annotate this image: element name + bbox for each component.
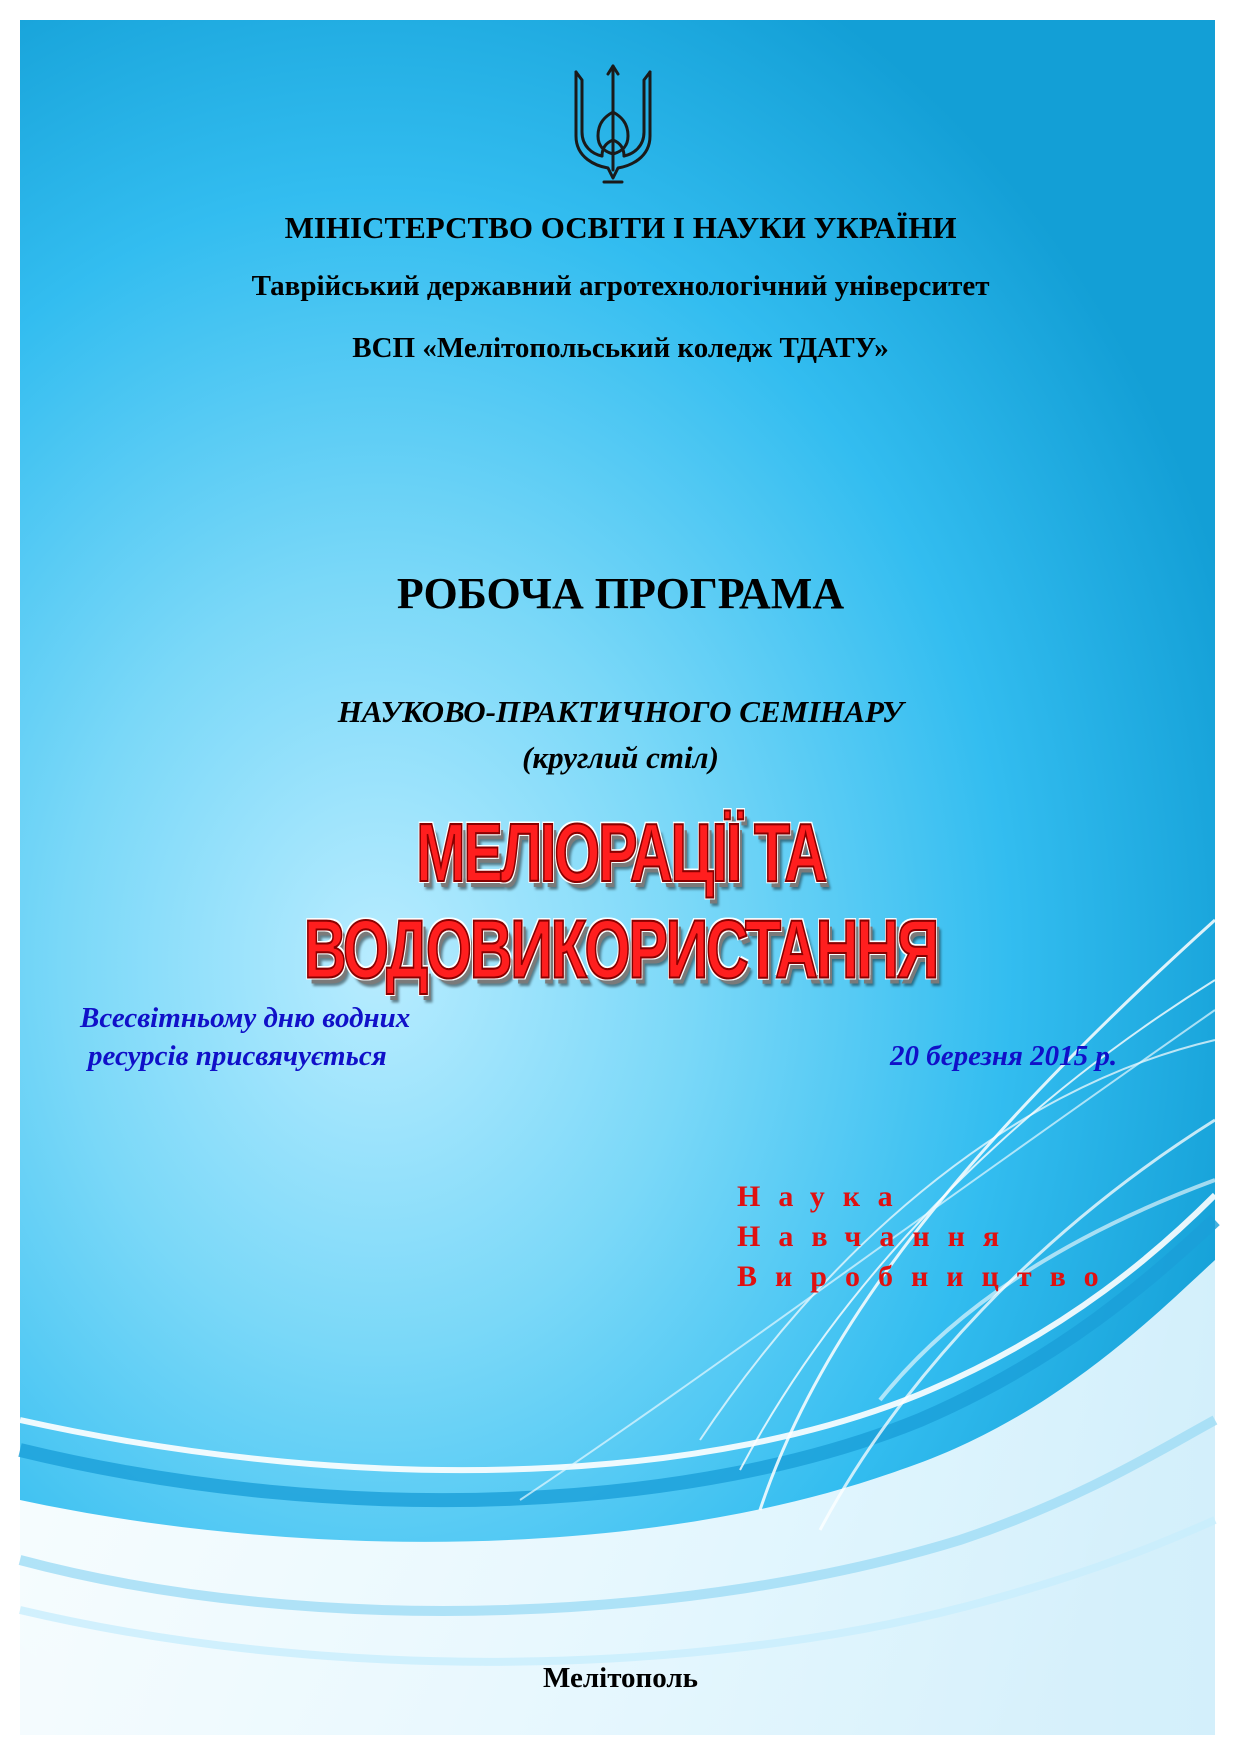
city-name: Мелітополь bbox=[543, 1662, 698, 1694]
motto-line-production: Виробництво bbox=[737, 1260, 1117, 1293]
dedication-line-2: ресурсів присвячується bbox=[88, 1040, 387, 1072]
seminar-type: НАУКОВО-ПРАКТИЧНОГО СЕМІНАРУ bbox=[337, 694, 904, 729]
trident-icon bbox=[568, 62, 658, 187]
college-name: ВСП «Мелітопольський коледж ТДАТУ» bbox=[352, 332, 889, 364]
ministry-name: МІНІСТЕРСТВО ОСВІТИ І НАУКИ УКРАЇНИ bbox=[284, 210, 957, 245]
document-title: РОБОЧА ПРОГРАМА bbox=[396, 569, 845, 618]
motto-line-education: Навчання bbox=[737, 1220, 1018, 1253]
university-name: Таврійський державний агротехнологічний університет bbox=[251, 270, 990, 302]
motto-line-science: Наука bbox=[737, 1180, 911, 1213]
seminar-topic-headline: МЕЛІОРАЦІЇ ТА ВОДОВИКОРИСТАННЯ bbox=[303, 805, 938, 996]
dedication-line-1: Всесвітньому дню водних bbox=[80, 1002, 411, 1034]
event-date: 20 березня 2015 р. bbox=[890, 1040, 1118, 1072]
seminar-format: (круглий стіл) bbox=[522, 740, 719, 775]
